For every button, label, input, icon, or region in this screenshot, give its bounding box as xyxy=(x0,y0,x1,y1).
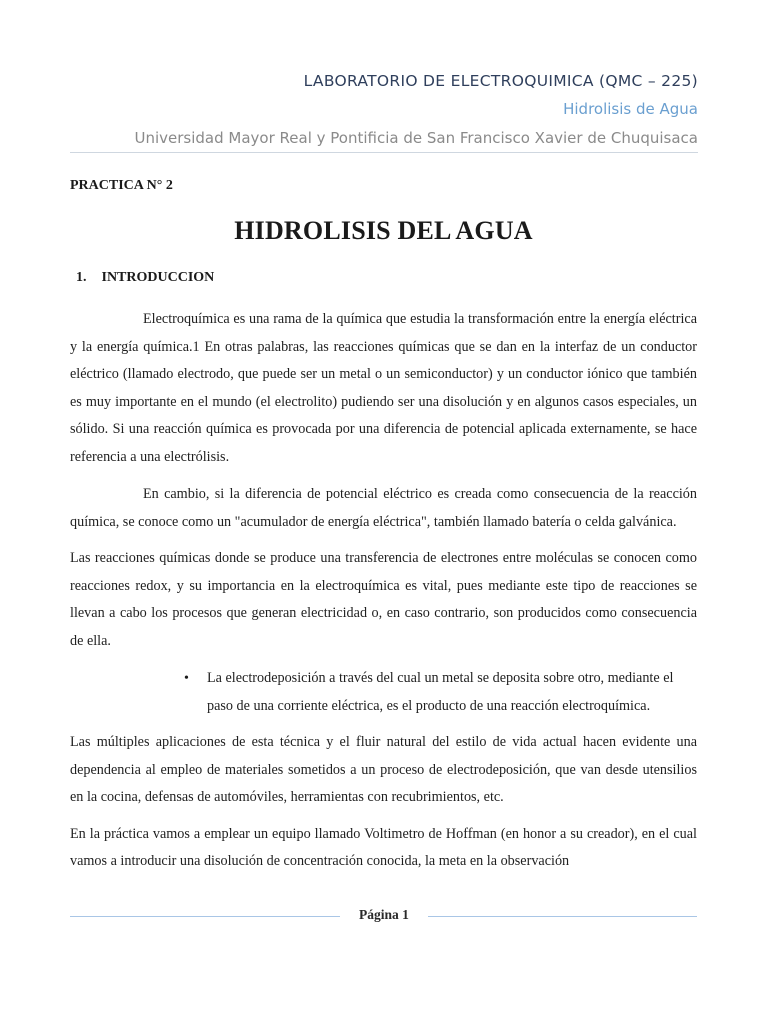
header-divider xyxy=(70,152,698,153)
paragraph-acumulador: En cambio, si la diferencia de potencial eléctrico es creada como consecuencia de la reacción química, se conoce como un "acumulador de energía eléctrica", también llamado batería o celda galvánica. xyxy=(70,486,697,530)
document-body xyxy=(70,170,697,876)
paragraph-redox: Las reacciones químicas donde se produce una transferencia de electrones entre moléculas se conocen como reacciones redox, y su importancia en la electroquímica es vital, pues mediante este tipo de reacciones se llevan a cabo los procesos que generan electricidad o, en caso contrario, son producidos como consecuencia de ella. xyxy=(70,550,697,649)
page-header xyxy=(70,68,698,152)
paragraph-electroquimica: Electroquímica es una rama de la química que estudia la transformación entre la energía eléctrica y la energía química.1 En otras palabras, las reacciones químicas que se dan en la interfaz de un conductor eléctrico (llamado electrodo, que puede ser un metal o un semiconductor) y un conductor iónico que también es muy importante en el mundo (el electrolito) pudiendo ser una disolución y en algunos casos especiales, un sólido. Si una reacción química es provocada por una diferencia de potencial aplicada externamente, se hace referencia a una electrólisis. xyxy=(70,311,697,465)
course-title: LABORATORIO DE ELECTROQUIMICA (QMC – 225) xyxy=(303,72,698,90)
section-title: INTRODUCCION xyxy=(101,270,215,285)
practice-label: PRACTICA N° 2 xyxy=(70,178,173,193)
section-heading xyxy=(70,270,697,286)
document-title: HIDROLISIS DEL AGUA xyxy=(234,216,533,245)
page-number: Página 1 xyxy=(359,907,409,922)
bullet-dot-icon: • xyxy=(184,671,189,686)
paragraph-aplicaciones: Las múltiples aplicaciones de esta técnica y el fluir natural del estilo de vida actual hacen evidente una dependencia al empleo de materiales sometidos a un proceso de electrodeposición, que van desde utensilios en la cocina, defensas de automóviles, herramientas con recubrimientos, etc. xyxy=(70,734,697,805)
bullet-item xyxy=(70,665,697,720)
section-number: 1. xyxy=(76,270,87,285)
topic-subtitle: Hidrolisis de Agua xyxy=(563,100,698,118)
bullet-text: La electrodeposición a través del cual un metal se deposita sobre otro, mediante el paso de una corriente eléctrica, es el producto de una reacción electroquímica. xyxy=(207,670,674,714)
paragraph-practica: En la práctica vamos a emplear un equipo llamado Voltimetro de Hoffman (en honor a su creador), en el cual vamos a introducir una disolución de concentración conocida, la meta en la observación xyxy=(70,825,697,869)
university-name: Universidad Mayor Real y Pontificia de San Francisco Xavier de Chuquisaca xyxy=(134,129,698,147)
footer-rule-right xyxy=(428,916,697,917)
footer-rule-left xyxy=(70,916,340,917)
